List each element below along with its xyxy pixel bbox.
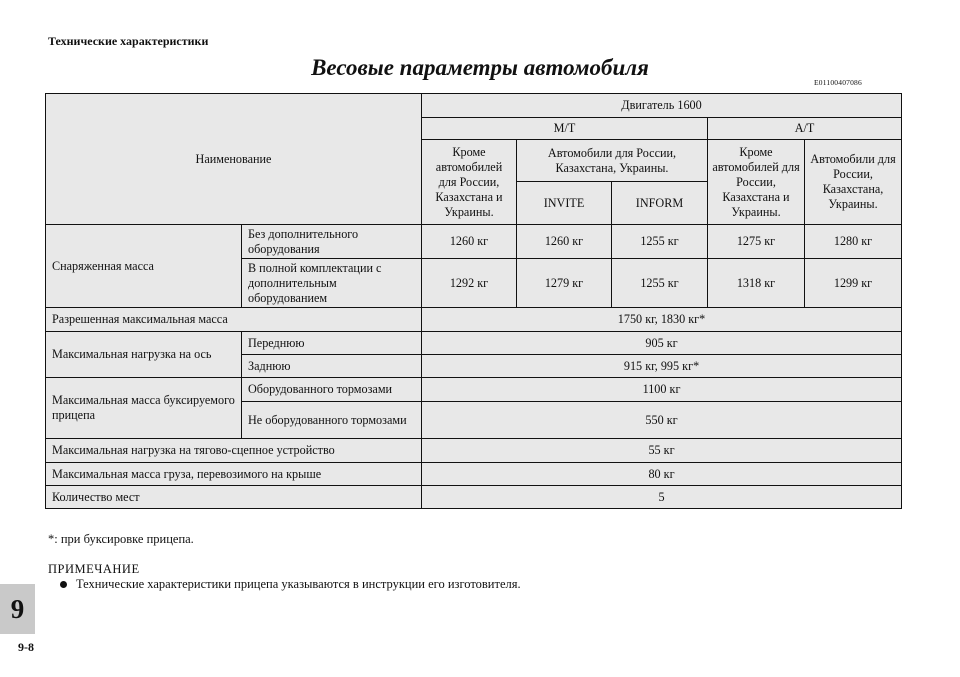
roof-load-value: 80 кг <box>422 463 902 486</box>
roof-load-label: Максимальная масса груза, перевозимого на крыше <box>46 463 422 486</box>
bullet-icon <box>60 581 67 588</box>
braked-value: 1100 кг <box>422 378 902 402</box>
curb-basic-label: Без дополнительного оборудования <box>242 225 422 259</box>
towbar-load-label: Максимальная нагрузка на тягово-сцепное устройство <box>46 439 422 463</box>
at-russia-header: Автомобили для России, Казахстана, Украины. <box>805 140 902 225</box>
invite-header: INVITE <box>517 182 612 225</box>
curb-full-value: 1318 кг <box>708 259 805 308</box>
gross-mass-value: 1750 кг, 1830 кг* <box>422 308 902 332</box>
note-heading: ПРИМЕЧАНИЕ <box>48 562 140 576</box>
seats-value: 5 <box>422 486 902 509</box>
curb-basic-value: 1260 кг <box>517 225 612 259</box>
gross-mass-label: Разрешенная максимальная масса <box>46 308 422 332</box>
chapter-tab: 9 <box>0 584 35 634</box>
curb-full-value: 1255 кг <box>612 259 708 308</box>
unbraked-label: Не оборудованного тормозами <box>242 402 422 439</box>
curb-full-label: В полной комплектации с дополнительным оборудованием <box>242 259 422 308</box>
rear-axle-value: 915 кг, 995 кг* <box>422 355 902 378</box>
engine-header: Двигатель 1600 <box>422 94 902 118</box>
front-axle-value: 905 кг <box>422 332 902 355</box>
at-other-header: Кроме автомобилей для России, Казахстана и Украины. <box>708 140 805 225</box>
front-axle-label: Переднюю <box>242 332 422 355</box>
curb-basic-value: 1280 кг <box>805 225 902 259</box>
curb-basic-value: 1260 кг <box>422 225 517 259</box>
axle-load-label: Максимальная нагрузка на ось <box>46 332 242 378</box>
curb-full-value: 1299 кг <box>805 259 902 308</box>
mt-header: M/T <box>422 118 708 140</box>
curb-full-value: 1292 кг <box>422 259 517 308</box>
weight-table <box>45 93 902 509</box>
mt-russia-header: Автомобили для России, Казахстана, Украины. <box>517 140 708 182</box>
note-text: Технические характеристики прицепа указываются в инструкции его изготовителя. <box>76 577 521 591</box>
rear-axle-label: Заднюю <box>242 355 422 378</box>
section-header: Технические характеристики <box>48 34 209 48</box>
document-code: E01100407086 <box>814 78 862 87</box>
curb-mass-label: Снаряженная масса <box>46 225 242 308</box>
braked-label: Оборудованного тормозами <box>242 378 422 402</box>
seats-label: Количество мест <box>46 486 422 509</box>
towbar-load-value: 55 кг <box>422 439 902 463</box>
page-number: 9-8 <box>18 640 34 654</box>
note-item <box>60 577 521 592</box>
mt-other-header: Кроме автомобилей для России, Казахстана и Украины. <box>422 140 517 225</box>
footnote: *: при буксировке прицепа. <box>48 532 194 546</box>
curb-basic-value: 1255 кг <box>612 225 708 259</box>
at-header: A/T <box>708 118 902 140</box>
trailer-label: Максимальная масса буксируемого прицепа <box>46 378 242 439</box>
name-header: Наименование <box>46 94 422 225</box>
inform-header: INFORM <box>612 182 708 225</box>
curb-full-value: 1279 кг <box>517 259 612 308</box>
page-title: Весовые параметры автомобиля <box>311 55 649 80</box>
curb-basic-value: 1275 кг <box>708 225 805 259</box>
unbraked-value: 550 кг <box>422 402 902 439</box>
